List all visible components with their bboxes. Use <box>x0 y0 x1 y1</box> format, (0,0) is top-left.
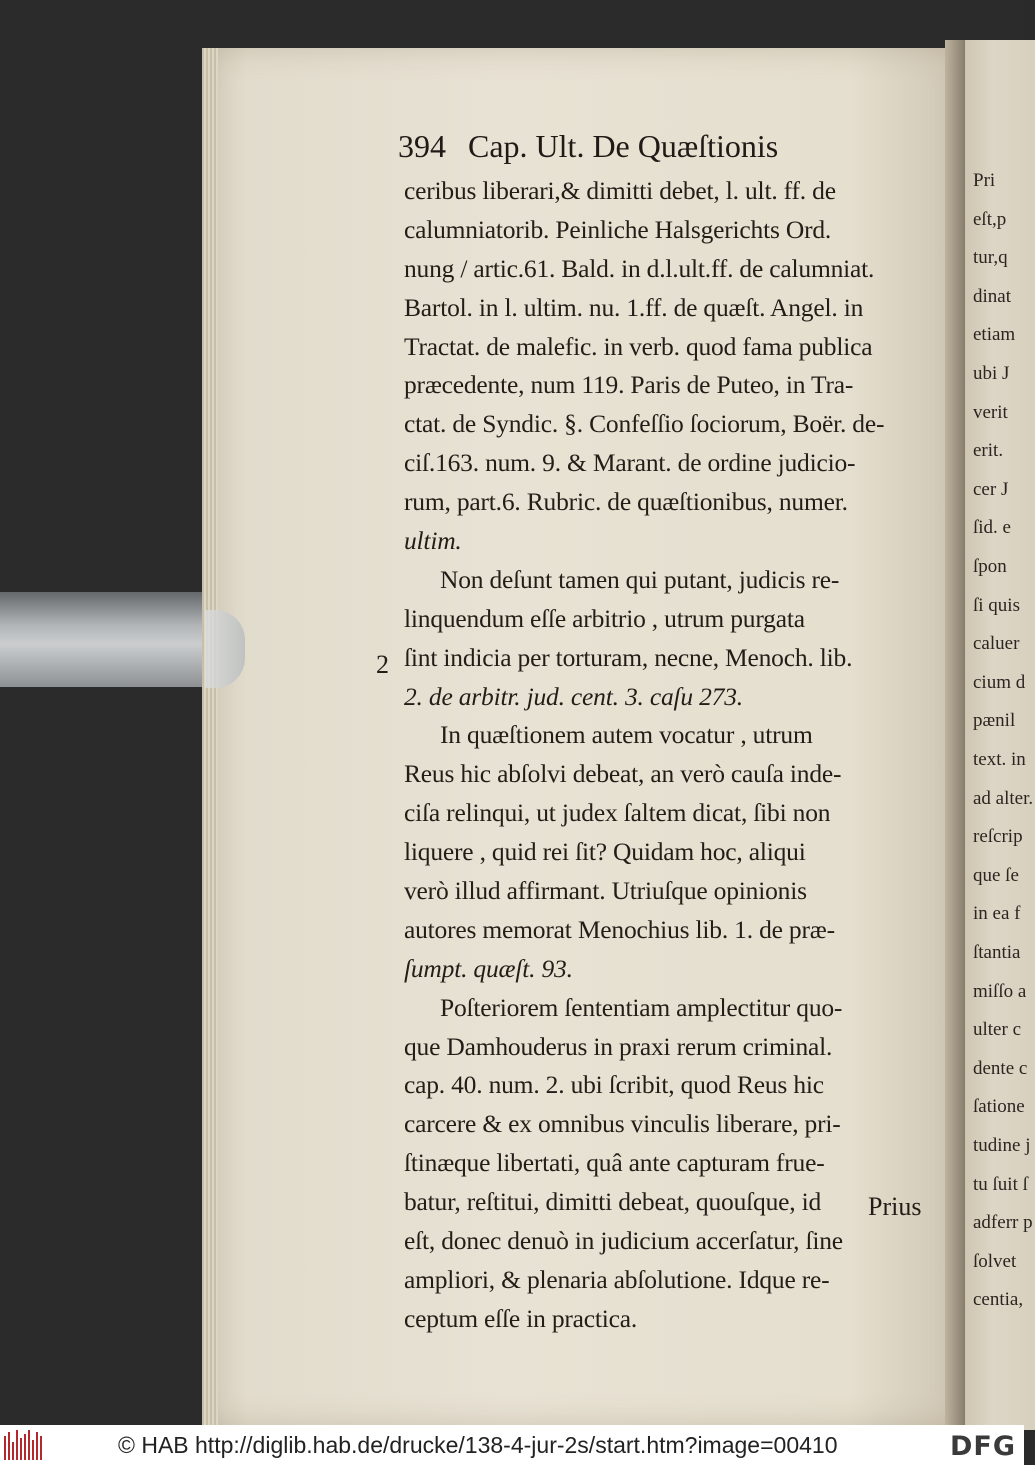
facing-page-fragment: dinat <box>973 285 1011 307</box>
facing-page-fragment: pænil <box>973 710 1016 732</box>
text-line: ceribus liberari,& dimitti debet, l. ult. ff. de <box>404 176 836 205</box>
facing-page-fragment: cium d <box>973 671 1026 693</box>
catchword: Prius <box>868 1192 922 1221</box>
facing-page-fragment: centia, <box>973 1289 1024 1311</box>
text-line: rum, part.6. Rubric. de quæſtionibus, numer. <box>404 487 848 517</box>
logo-bar <box>20 1438 22 1460</box>
logo-bar <box>24 1434 26 1460</box>
text-line: nung / artic.61. Bald. in d.l.ult.ff. de calumniat. <box>404 253 875 283</box>
facing-page-fragment: que ſe <box>973 864 1019 886</box>
facing-page-fragment: tur,q <box>973 247 1008 269</box>
text-line: liquere , quid rei ſit? Quidam hoc, aliqui <box>404 837 806 867</box>
logo-bar <box>28 1430 30 1460</box>
facing-page-fragment: ſpon <box>973 556 1007 577</box>
facing-page-fragment: eſt,p <box>973 208 1007 230</box>
text-line: ſumpt. quæſt. 93. <box>404 953 573 983</box>
text-line: ciſa relinqui, ut judex ſaltem dicat, ſibi non <box>404 798 831 828</box>
logo-bar <box>40 1436 42 1460</box>
facing-page-fragment: caluer <box>973 633 1020 655</box>
page-body-text <box>404 172 932 1339</box>
facing-page-fragment: ad alter. <box>973 787 1034 809</box>
text-line: 2. de arbitr. jud. cent. 3. caſu 273. <box>404 681 743 711</box>
facing-page-fragment: erit. <box>973 440 1004 462</box>
facing-page-fragment: ulter c <box>973 1019 1022 1041</box>
logo-bar <box>16 1430 18 1460</box>
facing-page-fragment: text. in <box>973 749 1026 770</box>
facing-page-fragment: ſi quis <box>973 594 1020 616</box>
text-line: carcere & ex omnibus vinculis liberare, pri- <box>404 1109 841 1139</box>
text-line: præcedente, num 119. Paris de Puteo, in Tra- <box>404 370 854 400</box>
text-line: ctat. de Syndic. §. Confeſſio ſociorum, Boër. de- <box>404 409 885 439</box>
facing-page-fragment: ubi J <box>973 363 1010 384</box>
copyright-url-text[interactable]: © HAB http://diglib.hab.de/drucke/138-4-jur-2s/start.htm?image=00410 <box>118 1431 838 1458</box>
hab-barcode-logo-icon <box>4 1430 48 1460</box>
text-line: ceptum eſſe in practica. <box>404 1303 638 1333</box>
page-edge <box>202 48 218 1426</box>
text-line: Tractat. de malefic. in verb. quod fama publica <box>404 331 873 361</box>
running-header <box>398 128 778 165</box>
facing-page-fragment: reſcrip <box>973 826 1023 848</box>
text-line: calumniatorib. Peinliche Halsgerichts Ord. <box>404 214 832 244</box>
logo-bar <box>8 1432 10 1460</box>
text-line: que Damhouderus in praxi rerum criminal. <box>404 1031 833 1061</box>
facing-page-fragment: ſolvet <box>973 1250 1017 1272</box>
dfg-logo: DFG <box>949 1431 1016 1462</box>
text-line: batur, reſtitui, dimitti debeat, quouſque, id <box>404 1187 822 1217</box>
margin-number: 2 <box>376 650 389 679</box>
text-line: linquendum eſſe arbitrio , utrum purgata <box>404 603 805 633</box>
text-line: ſtinæque libertati, quâ ante capturam frue- <box>404 1148 825 1178</box>
text-line: ſint indicia per torturam, necne, Menoch. lib. <box>404 642 853 672</box>
facing-page-fragment: verit <box>973 401 1008 423</box>
facing-page-fragment: adferr p <box>973 1212 1033 1234</box>
viewer-footer <box>0 1425 1024 1465</box>
facing-page-fragment: ſid. e <box>973 517 1011 539</box>
facing-page-fragment: in ea f <box>973 903 1021 925</box>
running-title: Cap. Ult. De Quæſtionis <box>468 128 779 164</box>
facing-page-fragment: tudine j <box>973 1135 1031 1156</box>
logo-bar <box>12 1442 14 1460</box>
text-line: verò illud affirmant. Utriuſque opinionis <box>404 876 807 906</box>
facing-page-fragment: ſatione <box>973 1096 1025 1118</box>
text-line: ciſ.163. num. 9. & Marant. de ordine judicio- <box>404 448 856 478</box>
logo-bar <box>36 1432 38 1460</box>
logo-bar <box>4 1436 6 1460</box>
page-number: 394 <box>398 128 446 164</box>
text-line: Bartol. in l. ultim. nu. 1.ff. de quæſt. Angel. in <box>404 292 864 322</box>
text-line: eſt, donec denuò in judicium accerſatur, ſine <box>404 1226 843 1256</box>
facing-page <box>965 40 1035 1430</box>
text-line: Non deſunt tamen qui putant, judicis re- <box>440 564 840 594</box>
text-line: autores memorat Menochius lib. 1. de præ- <box>404 914 835 944</box>
text-line: Poſteriorem ſententiam amplectitur quo- <box>440 992 843 1022</box>
text-line: ampliori, & plenaria abſolutione. Idque re- <box>404 1264 830 1294</box>
facing-page-fragment: dente c <box>973 1057 1028 1079</box>
facing-page-fragment: Pri <box>973 170 996 191</box>
facing-page-fragment: ſtantia <box>973 942 1021 963</box>
text-line: In quæſtionem autem vocatur , utrum <box>440 720 813 750</box>
logo-bar <box>32 1440 34 1460</box>
text-line: Reus hic abſolvi debeat, an verò cauſa inde- <box>404 759 842 789</box>
facing-page-fragment: miſſo a <box>973 980 1027 1002</box>
text-line: cap. 40. num. 2. ubi ſcribit, quod Reus hic <box>404 1070 824 1100</box>
facing-page-fragment: cer J <box>973 478 1009 500</box>
facing-page-fragment: etiam <box>973 324 1016 346</box>
text-line: ultim. <box>404 526 462 556</box>
facing-page-fragment: tu ſuit ſ <box>973 1173 1028 1195</box>
